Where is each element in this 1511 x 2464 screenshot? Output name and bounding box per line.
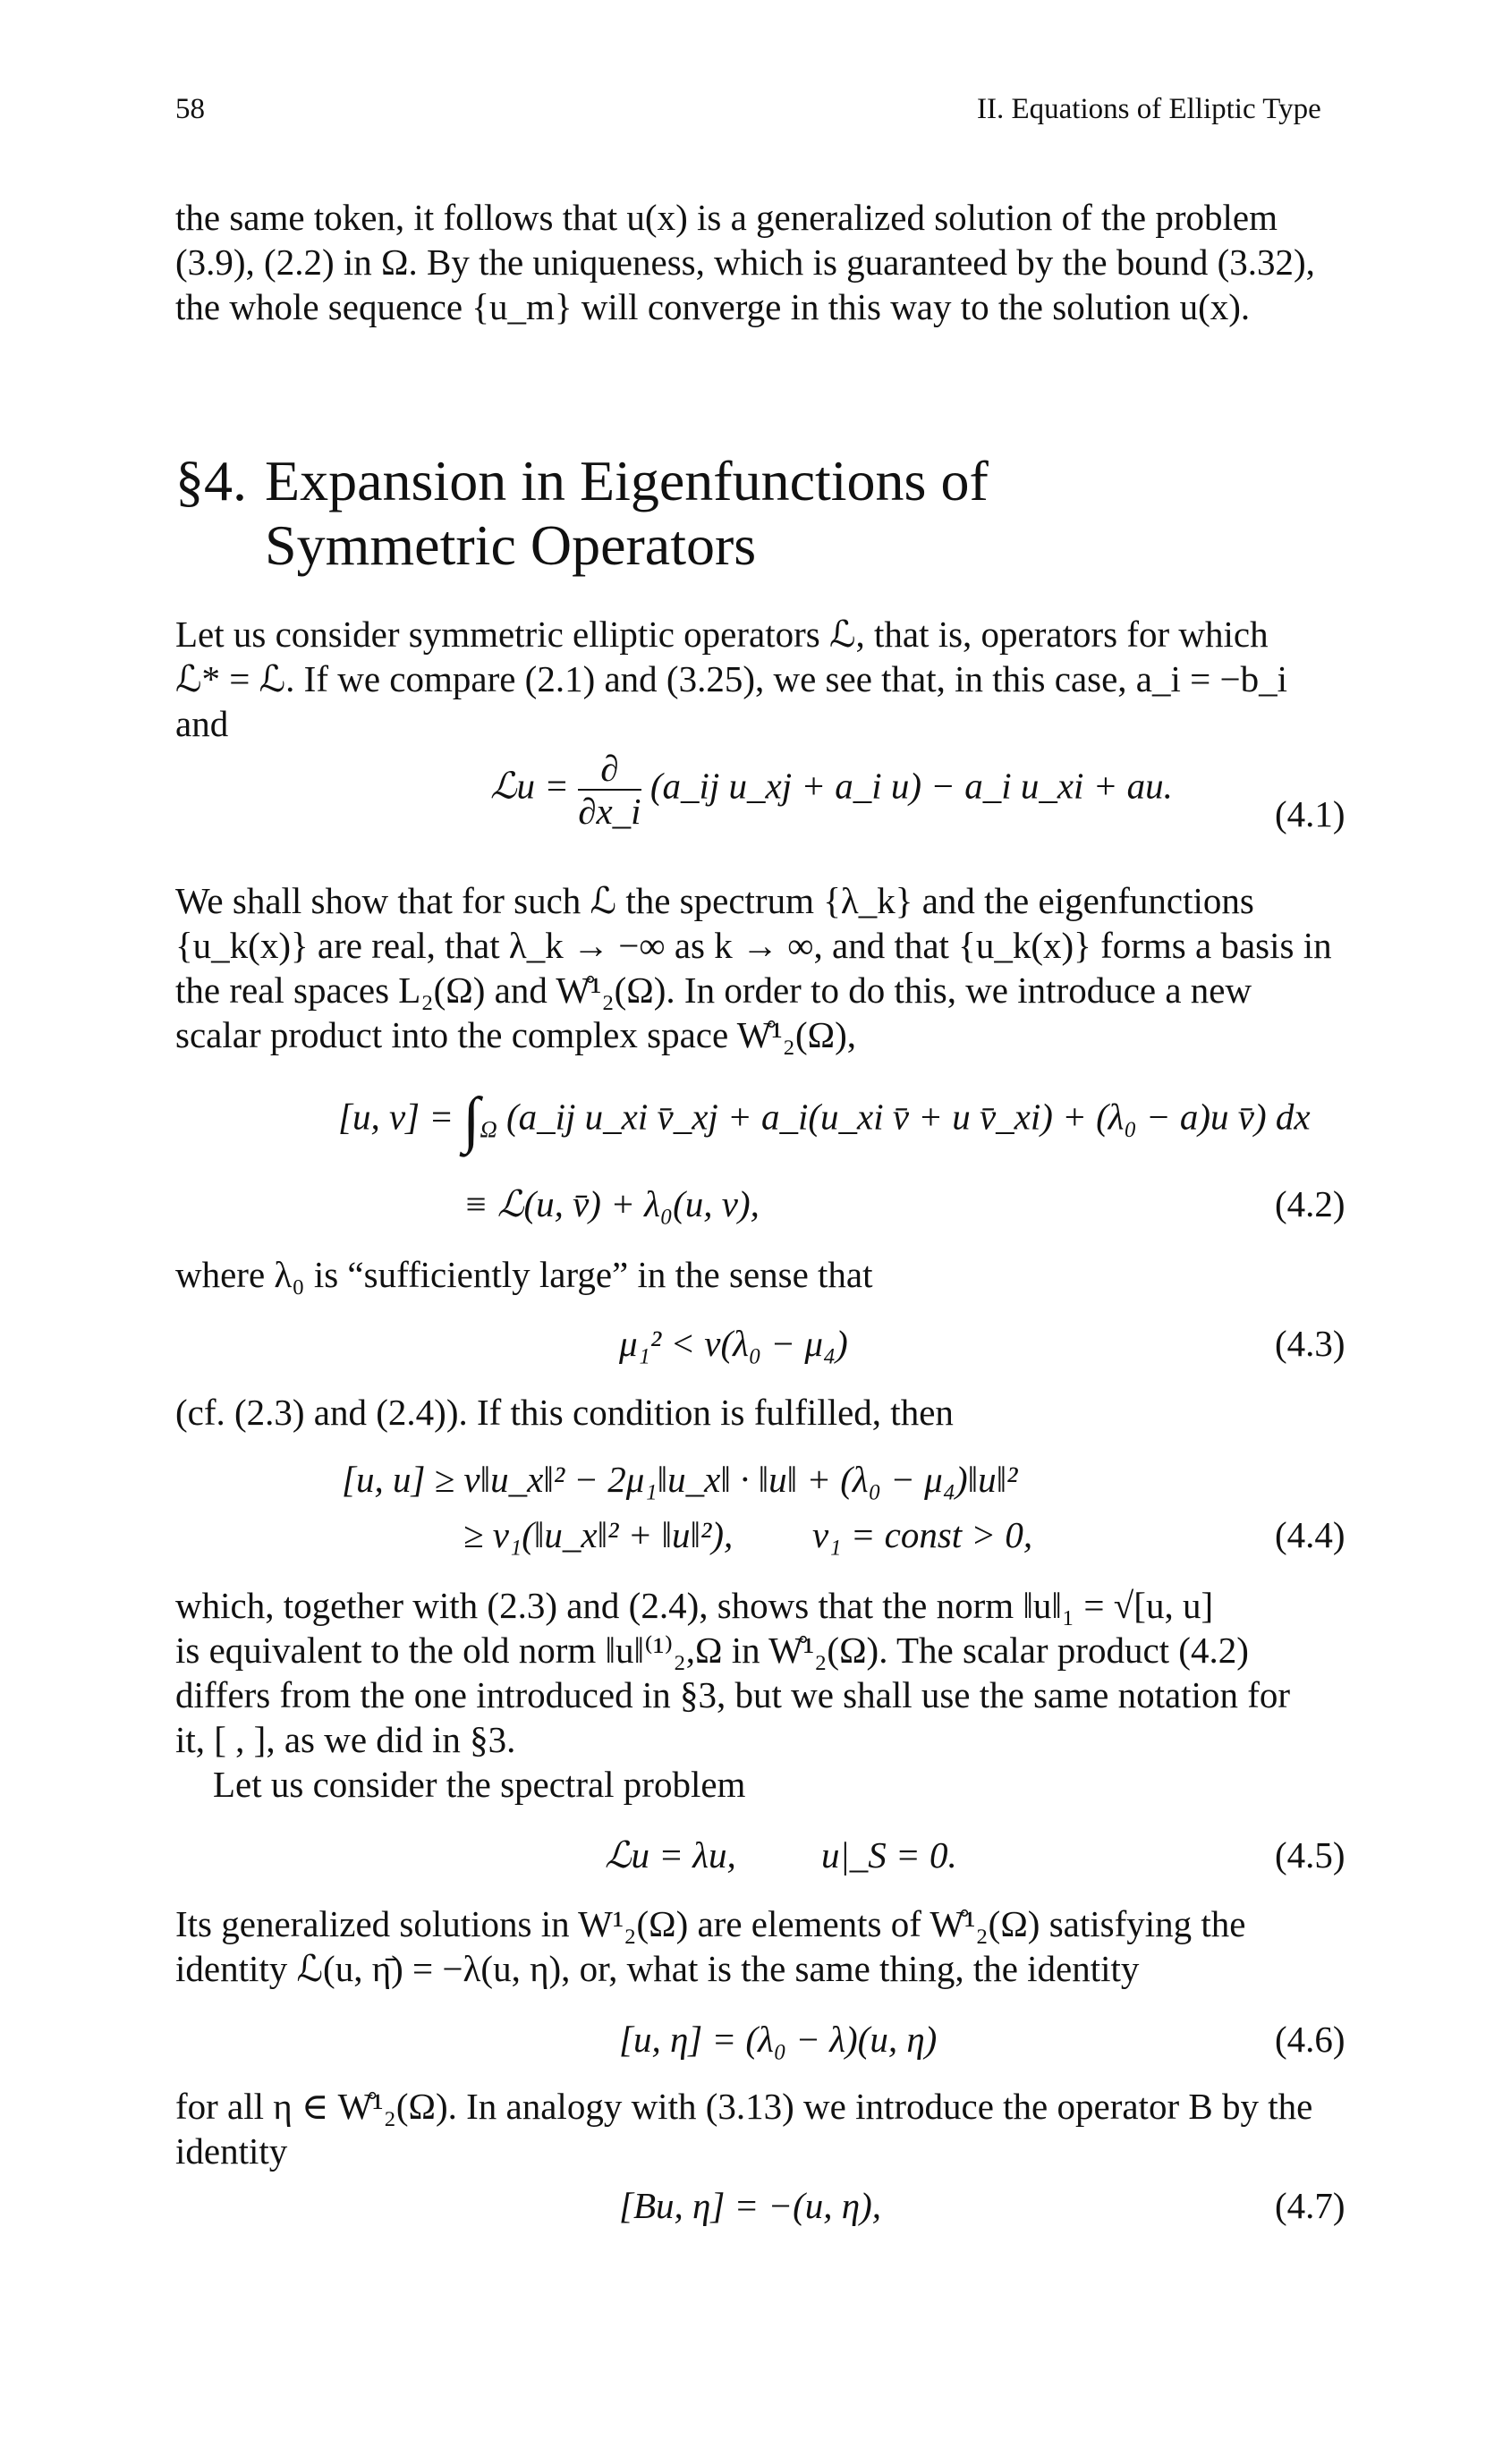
running-title: II. Equations of Elliptic Type: [977, 93, 1321, 125]
equation-4-4-line-2a: ≥ ν₁(‖u_x‖² + ‖u‖²),: [463, 1514, 734, 1555]
equation-4-7: [Bu, η] = −(u, η),: [619, 2185, 882, 2226]
para5-line-4: it, [ , ], as we did in §3.: [175, 1719, 516, 1760]
equation-4-5-part-1: ℒu = λu,: [605, 1834, 736, 1876]
para2-line-3: the real spaces L₂(Ω) and W̊¹₂(Ω). In order to do this, we introduce a new: [175, 970, 1252, 1011]
equation-4-1: [490, 748, 1173, 832]
equation-4-4-line-2b: ν₁ = const > 0,: [812, 1514, 1033, 1555]
para2-line-4: scalar product into the complex space W̊¹₂(Ω),: [175, 1014, 857, 1055]
eq42-domain: Ω: [480, 1115, 497, 1143]
para3-line: where λ₀ is “sufficiently large” in the sense that: [175, 1254, 873, 1295]
equation-4-6: [u, η] = (λ₀ − λ)(u, η): [619, 2019, 938, 2060]
para5-line-2: is equivalent to the old norm ‖u‖⁽¹⁾₂,Ω in W̊¹₂(Ω). The scalar product (4.2): [175, 1630, 1249, 1671]
para7-line-2: identity: [175, 2130, 288, 2172]
section-title-line-2: Symmetric Operators: [265, 513, 757, 577]
eq41-frac-num: ∂: [600, 748, 619, 789]
para6-line-2: identity ℒ(u, η̄) = −λ(u, η), or, what is the same thing, the identity: [175, 1948, 1140, 1989]
equation-number-4-1: (4.1): [1275, 793, 1345, 834]
equation-4-2-line-1: [338, 1086, 1311, 1155]
equation-number-4-4: (4.4): [1275, 1514, 1345, 1555]
intro-line-3: the whole sequence {u_m} will converge in this way to the solution u(x).: [175, 286, 1251, 327]
equation-4-5-part-2: u|_S = 0.: [821, 1834, 957, 1876]
equation-4-2-line-2: ≡ ℒ(u, v̄) + λ₀(u, v),: [463, 1183, 760, 1224]
para5-line-5: Let us consider the spectral problem: [213, 1764, 746, 1805]
para1-line-2: ℒ* = ℒ. If we compare (2.1) and (3.25), we see that, in this case, a_i = −b_i: [175, 658, 1288, 699]
para1-line-3: and: [175, 703, 229, 744]
page-number: 58: [175, 93, 205, 125]
section-title-line-1: Expansion in Eigenfunctions of: [265, 449, 989, 512]
equation-number-4-3: (4.3): [1275, 1323, 1345, 1364]
eq41-rhs: (a_ij u_xj + a_i u) − a_i u_xi + au.: [649, 765, 1173, 807]
equation-number-4-5: (4.5): [1275, 1834, 1345, 1876]
eq41-lhs: ℒu =: [490, 765, 569, 807]
para2-line-2: {u_k(x)} are real, that λ_k → −∞ as k → ∞, and that {u_k(x)} forms a basis in: [175, 925, 1332, 966]
integral-sign-icon: ∫: [463, 1086, 480, 1155]
para6-line-1: Its generalized solutions in W¹₂(Ω) are elements of W̊¹₂(Ω) satisfying the: [175, 1903, 1246, 1944]
para2-line-1: We shall show that for such ℒ the spectrum {λ_k} and the eigenfunctions: [175, 880, 1254, 921]
eq42-lhs: [u, v] =: [338, 1096, 454, 1138]
intro-line-2: (3.9), (2.2) in Ω. By the uniqueness, which is guaranteed by the bound (3.32),: [175, 241, 1315, 283]
equation-4-3: μ₁² < ν(λ₀ − μ₄): [619, 1323, 848, 1364]
para5-line-3: differs from the one introduced in §3, but we shall use the same notation for: [175, 1674, 1291, 1715]
eq41-fraction: [578, 748, 641, 832]
para4-line: (cf. (2.3) and (2.4)). If this condition is fulfilled, then: [175, 1392, 954, 1433]
equation-number-4-6: (4.6): [1275, 2019, 1345, 2060]
section-number: §4.: [175, 449, 247, 512]
para7-line-1: for all η ∈ W̊¹₂(Ω). In analogy with (3.13) we introduce the operator B by the: [175, 2086, 1313, 2127]
para5-line-1: which, together with (2.3) and (2.4), shows that the norm ‖u‖₁ = √[u, u]: [175, 1585, 1214, 1626]
equation-number-4-2: (4.2): [1275, 1183, 1345, 1224]
eq41-frac-den: ∂x_i: [578, 791, 641, 832]
equation-4-4-line-1: [u, u] ≥ ν‖u_x‖² − 2μ₁‖u_x‖ · ‖u‖ + (λ₀ − μ₄)‖u‖²: [342, 1459, 1018, 1500]
intro-line-1: the same token, it follows that u(x) is a generalized solution of the problem: [175, 197, 1278, 238]
para1-line-1: Let us consider symmetric elliptic operators ℒ, that is, operators for which: [175, 614, 1269, 655]
eq42-integrand: (a_ij u_xi v̄_xj + a_i(u_xi v̄ + u v̄_xi) + (λ₀ − a)u v̄) dx: [505, 1096, 1311, 1138]
equation-number-4-7: (4.7): [1275, 2185, 1345, 2226]
